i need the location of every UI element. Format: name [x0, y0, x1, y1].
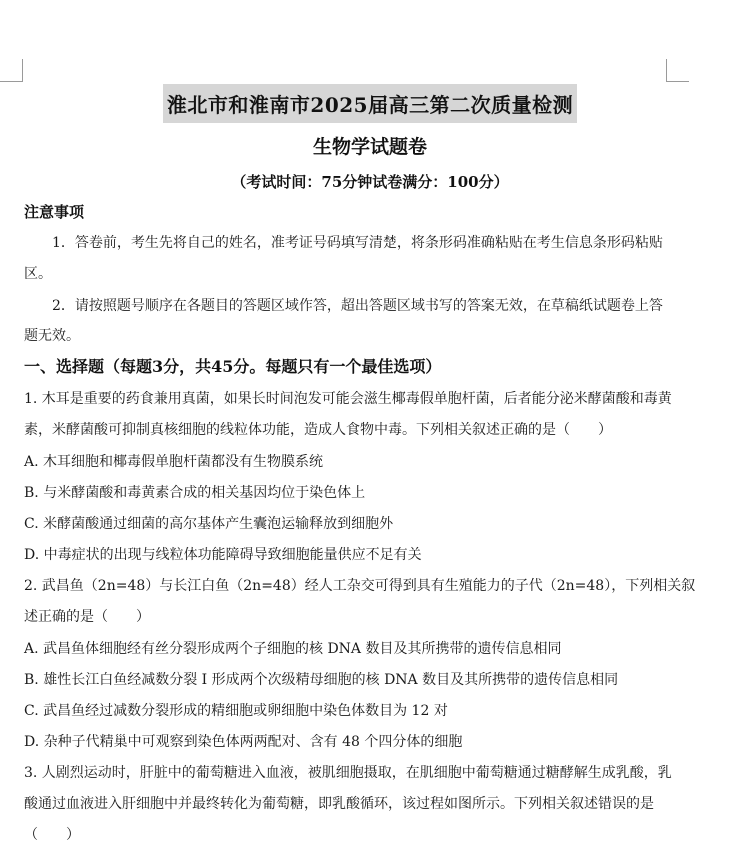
exam-info-block — [0, 171, 740, 192]
question-2-option-b: B. 雄性长江白鱼经减数分裂 I 形成两个次级精母细胞的核 DNA 数目及其所携带的遗传信息相同 — [24, 672, 619, 688]
question-3-stem-line-2: 酸通过血液进入肝细胞中并最终转化为葡萄糖，即乳酸循环，该过程如图所示。下列相关叙述错误的是 — [24, 796, 654, 812]
notes-heading: 注意事项 — [24, 203, 85, 221]
document-subtitle: 生物学试题卷 — [312, 136, 427, 158]
crop-mark-top-left — [0, 59, 23, 82]
question-1-stem-line-1: 1. 木耳是重要的药食兼用真菌，如果长时间泡发可能会滋生椰毒假单胞杆菌，后者能分泌米酵菌酸和毒黄 — [24, 391, 672, 407]
question-2-option-a: A. 武昌鱼体细胞经有丝分裂形成两个子细胞的核 DNA 数目及其所携带的遗传信息相同 — [24, 641, 562, 657]
question-1-option-b: B. 与米酵菌酸和毒黄素合成的相关基因均位于染色体上 — [24, 485, 366, 501]
question-3-stem-line-3: （ ） — [24, 827, 80, 843]
exam-info: （考试时间：75分钟试卷满分：100分） — [231, 173, 509, 191]
crop-mark-top-right — [666, 59, 689, 82]
subtitle-block — [0, 132, 740, 159]
question-1-option-a: A. 木耳细胞和椰毒假单胞杆菌都没有生物膜系统 — [24, 454, 324, 470]
note-2-line-2: 题无效。 — [24, 328, 80, 344]
question-2-option-d: D. 杂种子代精巢中可观察到染色体两两配对、含有 48 个四分体的细胞 — [24, 734, 463, 750]
question-2-stem-line-2: 述正确的是（ ） — [24, 609, 150, 625]
question-3-stem-line-1: 3. 人剧烈运动时，肝脏中的葡萄糖进入血液，被肌细胞摄取，在肌细胞中葡萄糖通过糖酵解生成乳酸，乳 — [24, 765, 672, 781]
question-2-stem-line-1: 2. 武昌鱼（2n=48）与长江白鱼（2n=48）经人工杂交可得到具有生殖能力的子代（2n=48），下列相关叙 — [24, 578, 696, 594]
note-2-line-1: 2．请按照题号顺序在各题目的答题区域作答，超出答题区域书写的答案无效，在草稿纸试题卷上答 — [52, 298, 663, 314]
question-2-option-c: C. 武昌鱼经过减数分裂形成的精细胞或卵细胞中染色体数目为 12 对 — [24, 703, 448, 719]
document-title: 淮北市和淮南市2025届高三第二次质量检测 — [163, 84, 577, 123]
title-block — [0, 84, 740, 123]
section-heading: 一、选择题（每题3分，共45分。每题只有一个最佳选项） — [24, 357, 442, 376]
note-1-line-1: 1．答卷前，考生先将自己的姓名，准考证号码填写清楚，将条形码准确粘贴在考生信息条形码粘贴 — [52, 235, 663, 251]
question-1-option-c: C. 米酵菌酸通过细菌的高尔基体产生囊泡运输释放到细胞外 — [24, 516, 394, 532]
question-1-option-d: D. 中毒症状的出现与线粒体功能障碍导致细胞能量供应不足有关 — [24, 547, 422, 563]
note-1-line-2: 区。 — [24, 266, 52, 282]
question-1-stem-line-2: 素，米酵菌酸可抑制真核细胞的线粒体功能，造成人食物中毒。下列相关叙述正确的是（ ） — [24, 422, 612, 438]
